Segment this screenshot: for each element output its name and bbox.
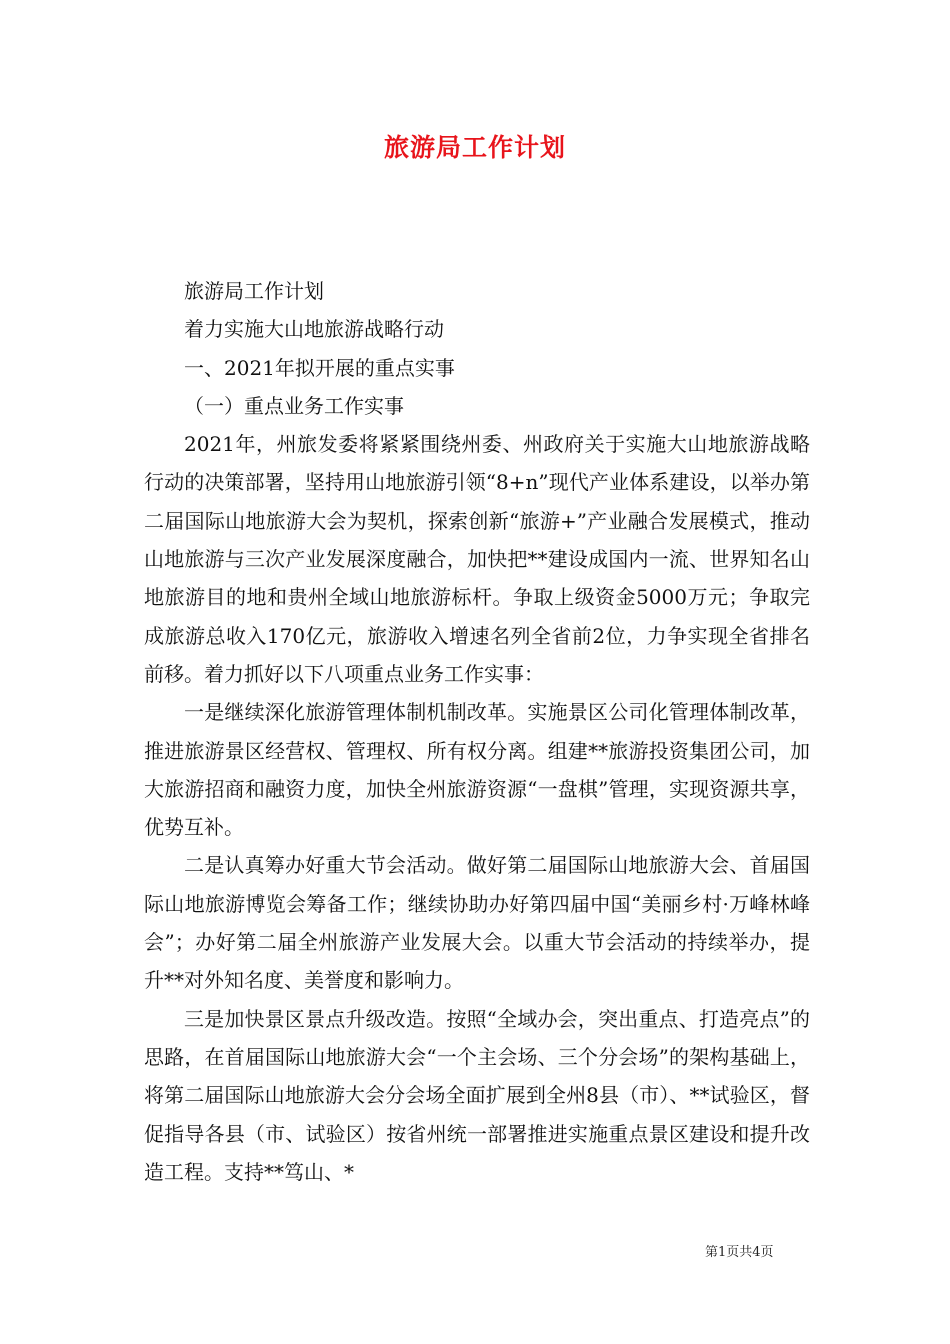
- paragraph: 2021年，州旅发委将紧紧围绕州委、州政府关于实施大山地旅游战略行动的决策部署，坚持用山地旅游引领“8+n”现代产业体系建设，以举办第二届国际山地旅游大会为契机，探索创新“旅游+”产业融合发展模式，推动山地旅游与三次产业发展深度融合，加快把**建设成国内一流、世界知名山地旅游目的地和贵州全域山地旅游标杆。争取上级资金5000万元；争取完成旅游总收入170亿元，旅游收入增速名列全省前2位，力争实现全省排名前移。着力抓好以下八项重点业务工作实事：: [144, 432, 810, 686]
- paragraph: 二是认真筹办好重大节会活动。做好第二届国际山地旅游大会、首届国际山地旅游博览会筹备工作；继续协助办好第四届中国“美丽乡村·万峰林峰会”；办好第二届全州旅游产业发展大会。以重大节会活动的持续举办，提升**对外知名度、美誉度和影响力。: [144, 853, 810, 993]
- document-title: 旅游局工作计划: [383, 133, 566, 162]
- section-heading: 一、2021年拟开展的重点实事: [184, 355, 455, 380]
- paragraph: 一是继续深化旅游管理体制机制改革。实施景区公司化管理体制改革，推进旅游景区经营权、管理权、所有权分离。组建**旅游投资集团公司，加大旅游招商和融资力度，加快全州旅游资源“一盘棋”管理，实现资源共享，优势互补。: [144, 700, 810, 840]
- paragraph-subheading: 着力实施大山地旅游战略行动: [184, 317, 444, 342]
- paragraph: 三是加快景区景点升级改造。按照“全域办会，突出重点、打造亮点”的思路，在首届国际山地旅游大会“一个主会场、三个分会场”的架构基础上，将第二届国际山地旅游大会分会场全面扩展到全州8县（市）、**试验区，督促指导各县（市、试验区）按省州统一部署推进实施重点景区建设和提升改造工程。支持**笃山、*: [144, 1006, 810, 1184]
- document-body: [144, 272, 810, 1191]
- paragraph-heading: 旅游局工作计划: [184, 279, 324, 303]
- subsection-heading: （一）重点业务工作实事: [184, 393, 404, 418]
- page-number-footer: 第1页共4页: [705, 1245, 774, 1260]
